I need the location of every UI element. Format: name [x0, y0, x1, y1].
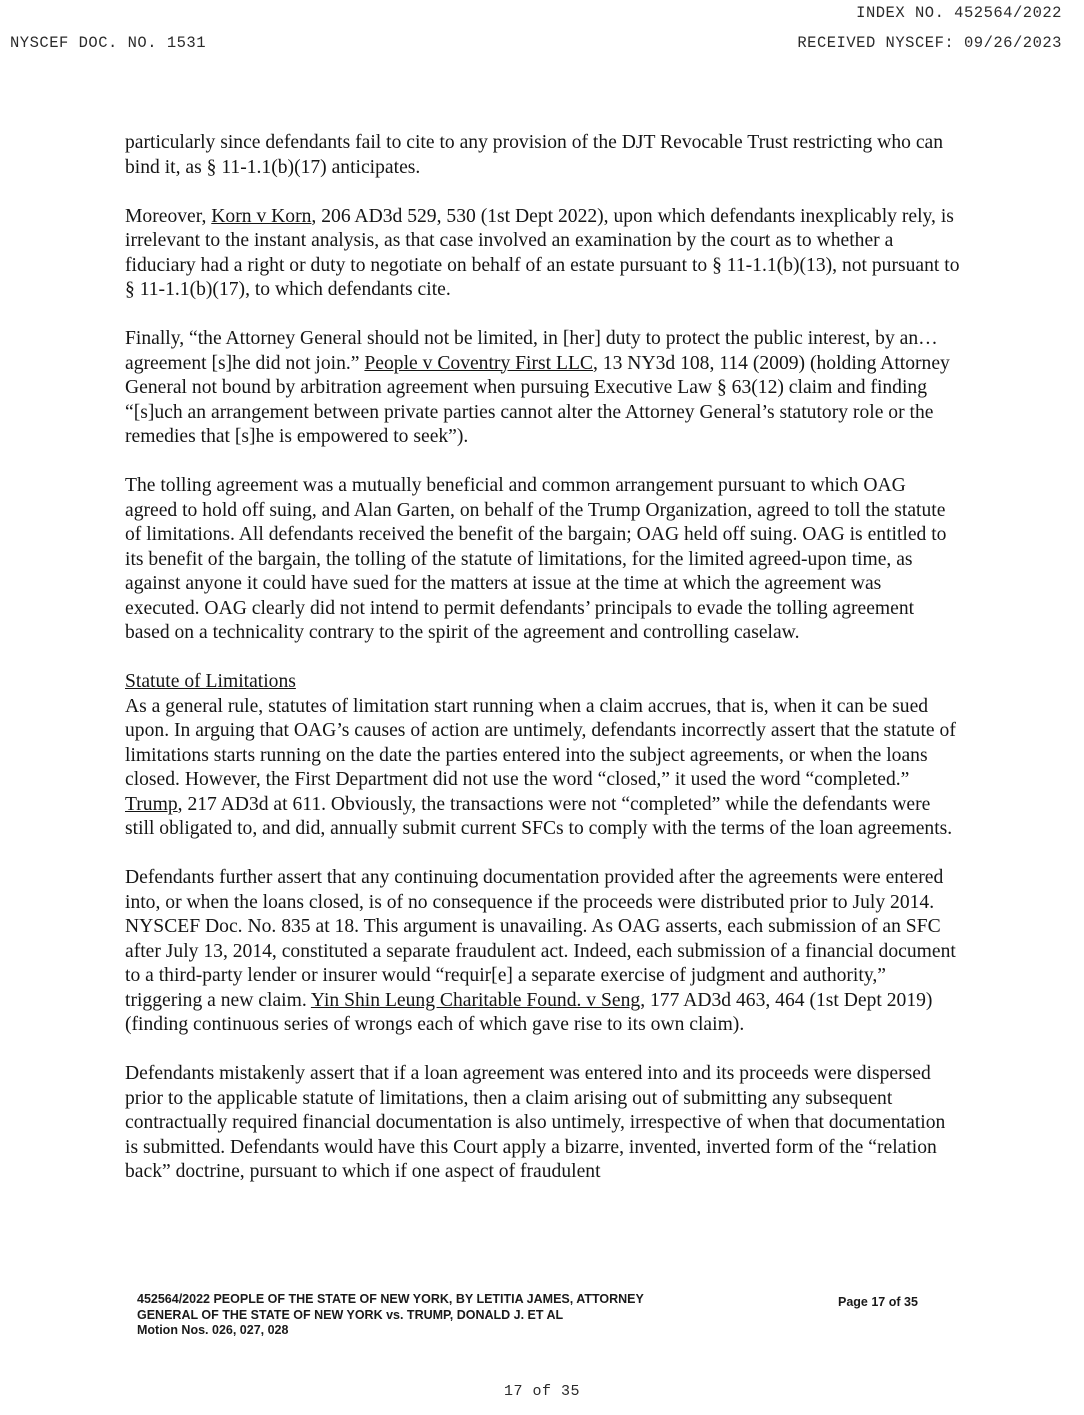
case-citation-yin-shin: Yin Shin Leung Charitable Found. v Seng: [310, 989, 641, 1011]
paragraph-documentation: [125, 866, 960, 1038]
paragraph-text: Moreover,: [125, 205, 212, 227]
section-heading: Statute of Limitations: [125, 671, 296, 692]
received-date: RECEIVED NYSCEF: 09/26/2023: [797, 34, 1062, 52]
index-number: INDEX NO. 452564/2022: [856, 4, 1062, 22]
paragraph-text: Defendants further assert that any continuing documentation provided after the agreements were entered into, or when the loans closed, is of no consequence if the proceeds were distributed prior to July 2014. NYSCEF Doc. No. 835 at 18. This argument is unavailing. As OAG asserts, each submission of an SFC after July 13, 2014, constituted a separate fraudulent act. Indeed, each submission of a financial document to a third-party lender or insurer would “requir[e] a separate exercise of judgment and authority,” triggering a new claim.: [125, 867, 956, 1011]
caption-line: 452564/2022 PEOPLE OF THE STATE OF NEW YORK, BY LETITIA JAMES, ATTORNEY: [137, 1292, 644, 1306]
paragraph-relation-back: Defendants mistakenly assert that if a loan agreement was entered into and its proceeds were dispersed prior to the applicable statute of limitations, then a claim arising out of submitting any subsequent contractually required financial documentation is also untimely, irrespective of when that documentation is submitted. Defendants would have this Court apply a bizarre, invented, inverted form of the “relation back” doctrine, pursuant to which if one aspect of fraudulent: [125, 1063, 946, 1182]
paragraph-text: , 13 NY3d 108, 114 (2009) (holding Attorney General not bound by arbitration agreement when pursuing Executive Law § 63(12) claim and finding “[s]uch an arrangement between private parties cannot alter the Attorney General’s statutory role or the remedies that [s]he is empowered to seek”).: [125, 352, 950, 447]
case-caption: [137, 1292, 777, 1339]
document-body: [125, 131, 960, 1209]
paragraph-coventry: [125, 327, 960, 450]
paragraph-statute: [125, 670, 960, 842]
paragraph-text: , 206 AD3d 529, 530 (1st Dept 2022), upon which defendants inexplicably rely, is irrelevant to the instant analysis, as that case involved an examination by the court as to whether a fiduciary had a right or duty to negotiate on behalf of an estate pursuant to § 11-1.1(b)(13), not pursuant to § 11-1.1(b)(17), to which defendants cite.: [125, 205, 960, 300]
case-citation-korn: Korn v Korn: [211, 205, 312, 227]
case-citation-coventry: People v Coventry First LLC: [364, 352, 593, 374]
page-counter: 17 of 35: [503, 1383, 580, 1400]
paragraph-text: , 177 AD3d 463, 464 (1st Dept 2019) (finding continuous series of wrongs each of which gave rise to its own claim).: [125, 989, 933, 1035]
case-citation-trump: Trump: [125, 793, 178, 815]
page-number-label: Page 17 of 35: [838, 1295, 918, 1309]
paragraph-trust: particularly since defendants fail to cite to any provision of the DJT Revocable Trust restricting who can bind it, as § 11-1.1(b)(17) anticipates.: [125, 132, 944, 178]
document-number: NYSCEF DOC. NO. 1531: [10, 34, 207, 52]
paragraph-text: Finally, “the Attorney General should not be limited, in [her] duty to protect the public interest, by an… agreement [s]he did not join.”: [125, 328, 938, 374]
caption-line: GENERAL OF THE STATE OF NEW YORK vs. TRUMP, DONALD J. ET AL: [137, 1307, 564, 1322]
paragraph-korn: [125, 205, 960, 303]
paragraph-text: , 217 AD3d at 611. Obviously, the transactions were not “completed” while the defendants were still obligated to, and did, annually submit current SFCs to comply with the terms of the loan agreements.: [125, 793, 953, 839]
paragraph-tolling: The tolling agreement was a mutually beneficial and common arrangement pursuant to which OAG agreed to hold off suing, and Alan Garten, on behalf of the Trump Organization, agreed to toll the statute of limitations. All defendants received the benefit of the bargain; OAG held off suing. OAG is entitled to its benefit of the bargain, the tolling of the statute of limitations, for the limited agreed-upon time, as against anyone it could have sued for the matters at issue at the time at which the agreement was executed. OAG clearly did not intend to permit defendants’ principals to evade the tolling agreement based on a technicality contrary to the spirit of the agreement and controlling caselaw.: [125, 475, 947, 643]
motion-numbers: Motion Nos. 026, 027, 028: [137, 1323, 289, 1337]
paragraph-text: As a general rule, statutes of limitation start running when a claim accrues, that is, when it can be sued upon. In arguing that OAG’s causes of action are untimely, defendants incorrectly assert that the statute of limitations starts running on the date the parties entered into the subject agreements, or when the loans closed. However, the First Department did not use the word “closed,” it used the word “completed.”: [125, 695, 956, 790]
